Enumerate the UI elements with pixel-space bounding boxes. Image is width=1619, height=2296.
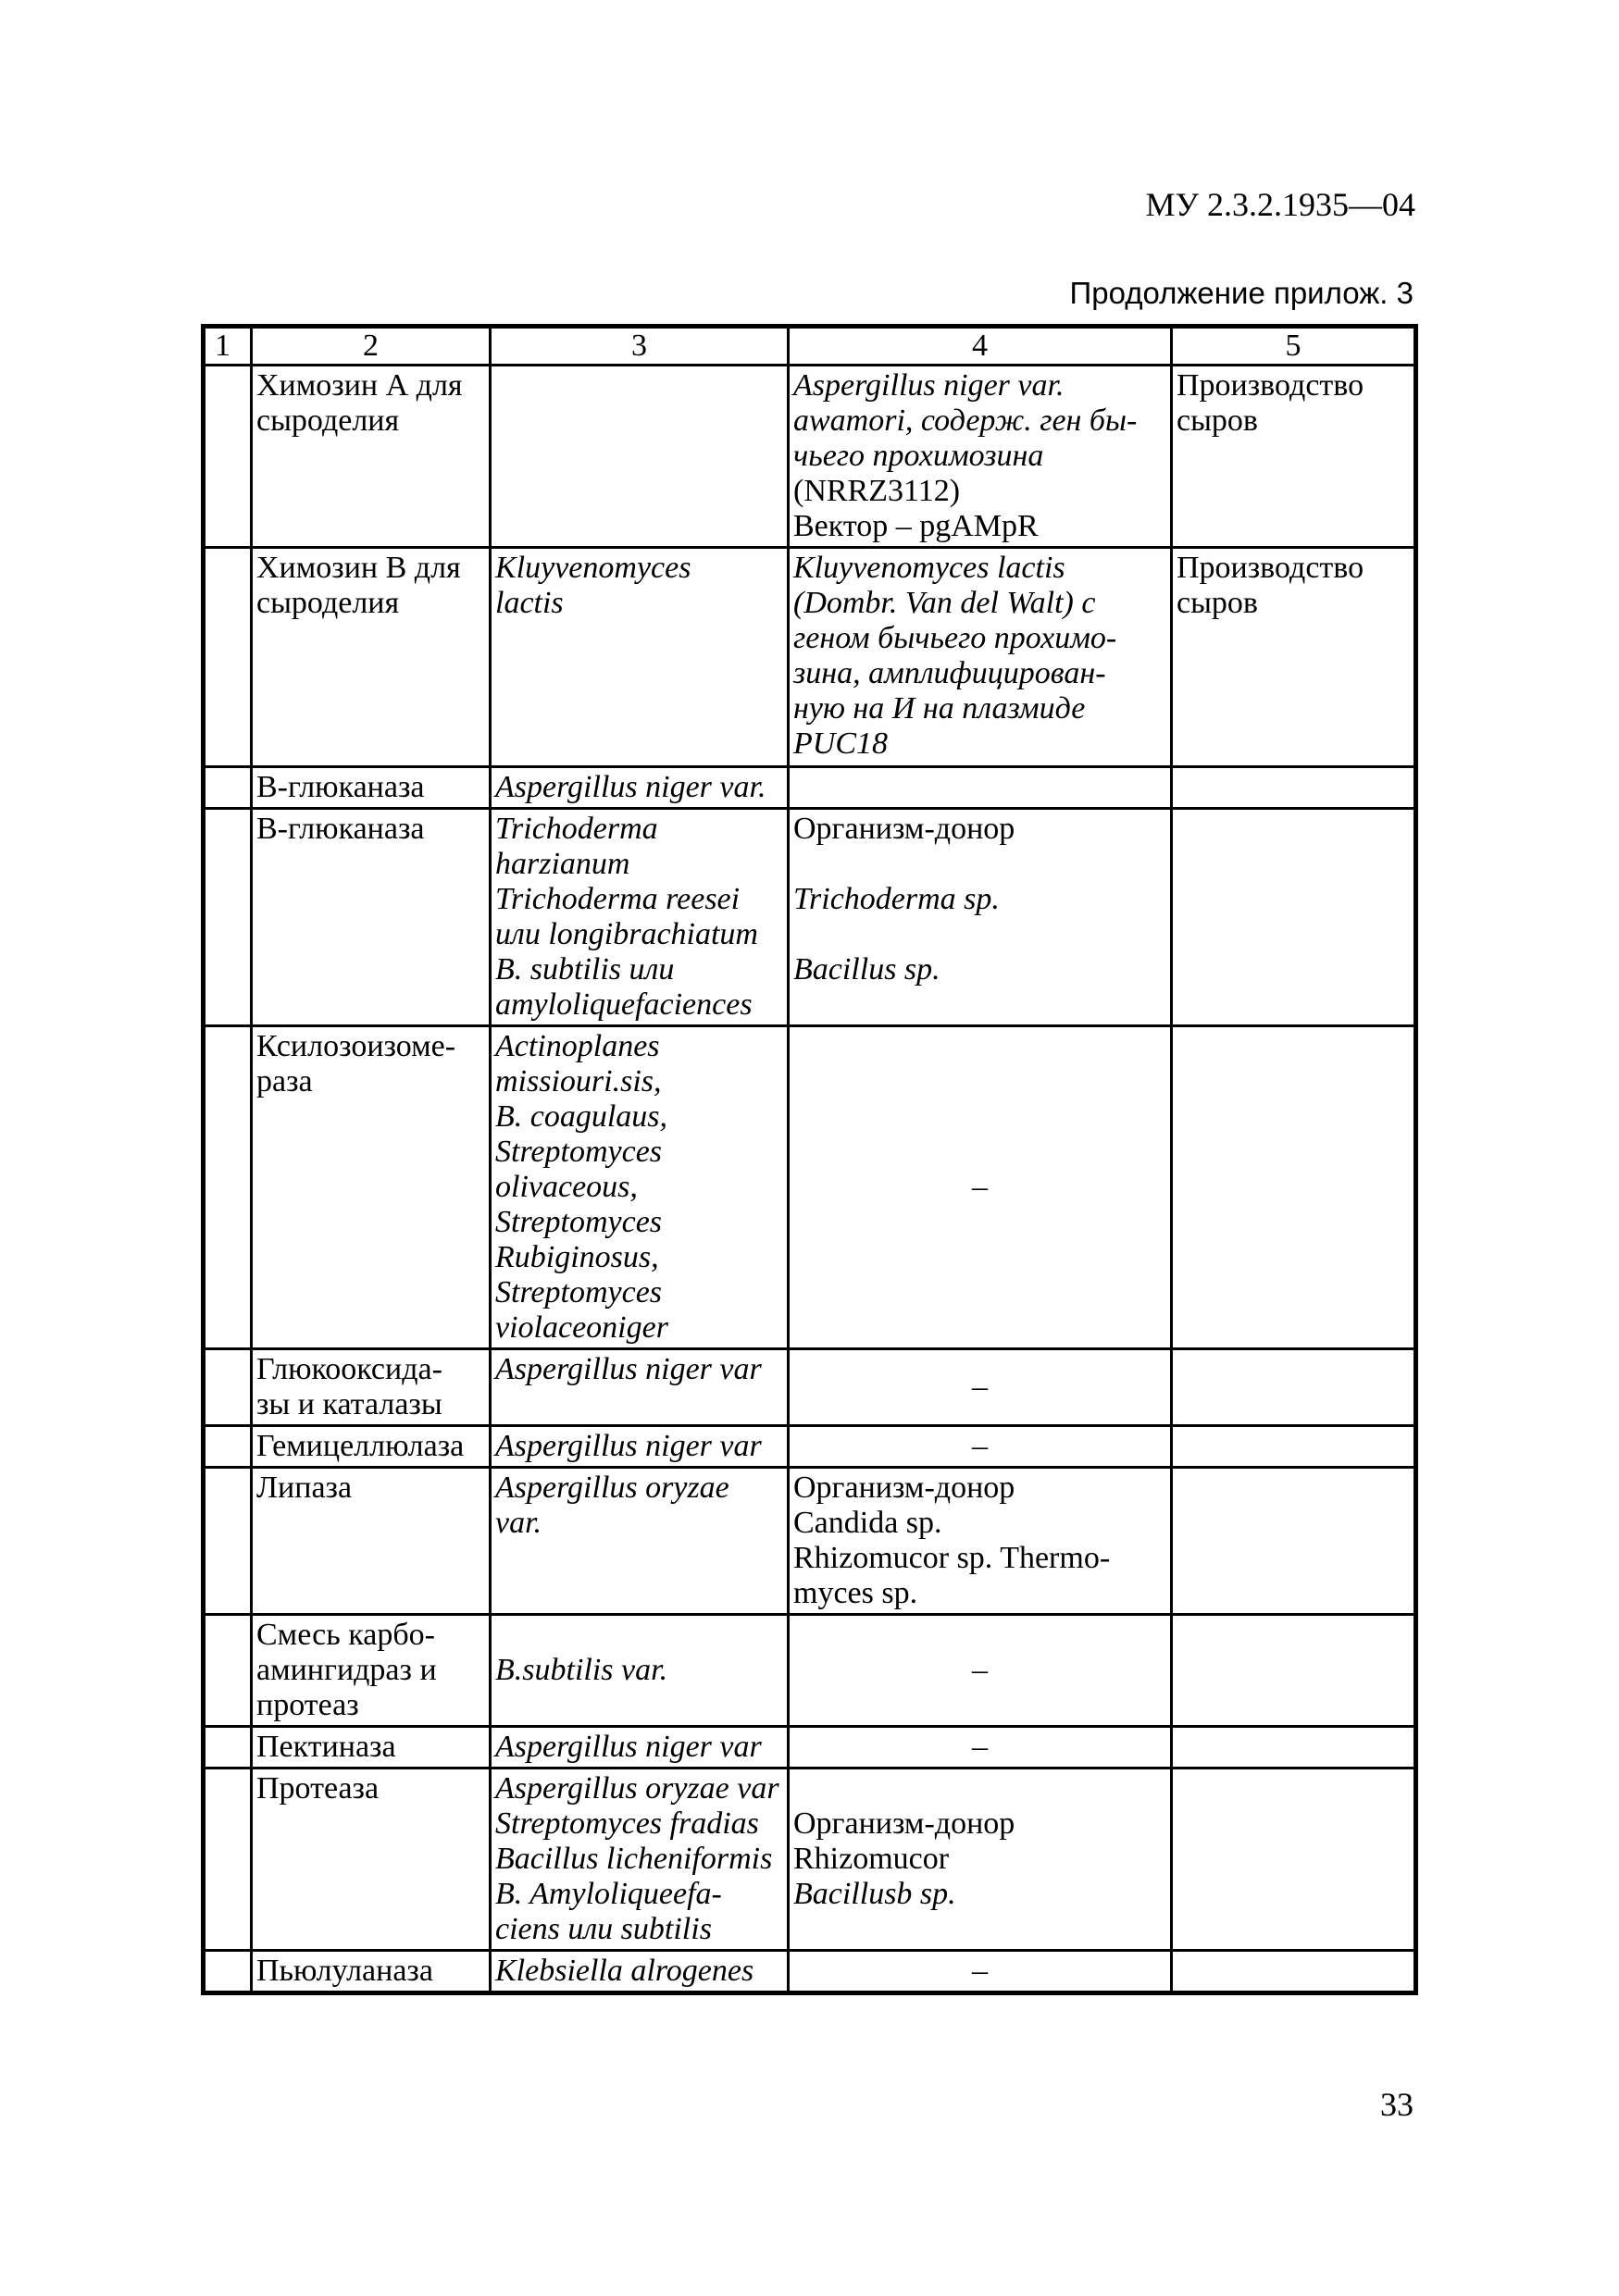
use-cell bbox=[1172, 1026, 1416, 1349]
enzyme-name-cell: В-глюканаза bbox=[252, 809, 491, 1026]
column-header: 5 bbox=[1172, 327, 1416, 366]
enzyme-name-cell: Химозин А для сыроделия bbox=[252, 366, 491, 548]
row-index-cell bbox=[204, 1951, 252, 1993]
continuation-label: Продолжение прилож. 3 bbox=[1069, 276, 1414, 310]
column-header: 2 bbox=[252, 327, 491, 366]
use-cell bbox=[1172, 1349, 1416, 1426]
use-cell bbox=[1172, 1727, 1416, 1769]
enzyme-name-cell: Глюкооксида- зы и каталазы bbox=[252, 1349, 491, 1426]
row-index-cell bbox=[204, 1769, 252, 1951]
table-row bbox=[204, 1727, 1416, 1769]
enzyme-name-cell: В-глюканаза bbox=[252, 767, 491, 809]
producer-cell: Aspergillus niger var bbox=[491, 1349, 789, 1426]
producer-cell: Klebsiella alrogenes bbox=[491, 1951, 789, 1993]
source-cell: – bbox=[789, 1026, 1172, 1349]
table-row bbox=[204, 1426, 1416, 1468]
column-header: 1 bbox=[204, 327, 252, 366]
page-number: 33 bbox=[1380, 2086, 1414, 2123]
source-text: Организм-донор Rhizomucor bbox=[793, 1806, 1015, 1876]
source-cell: Организм-донор Candida sp. Rhizomucor sp. Thermo- myces sp. bbox=[789, 1468, 1172, 1615]
source-cell bbox=[789, 366, 1172, 548]
table-row bbox=[204, 1951, 1416, 1993]
producer-cell: Aspergillus niger var. bbox=[491, 767, 789, 809]
enzyme-name-cell: Протеаза bbox=[252, 1769, 491, 1951]
table-row bbox=[204, 809, 1416, 1026]
row-index-cell bbox=[204, 1349, 252, 1426]
enzyme-name-cell: Липаза bbox=[252, 1468, 491, 1615]
document-code: МУ 2.3.2.1935—04 bbox=[1145, 186, 1415, 223]
use-cell bbox=[1172, 809, 1416, 1026]
source-cell: – bbox=[789, 1615, 1172, 1727]
enzyme-table bbox=[201, 324, 1418, 1995]
enzyme-name-cell: Ксилозоизоме- раза bbox=[252, 1026, 491, 1349]
row-index-cell bbox=[204, 1468, 252, 1615]
source-extra-text: (NRRZ3112) Вектор – pgAMpR bbox=[793, 474, 1039, 543]
source-organism-2: Bacillus sp. bbox=[793, 952, 940, 987]
source-cell: – bbox=[789, 1426, 1172, 1468]
enzyme-name-cell: Пектиназа bbox=[252, 1727, 491, 1769]
table-row bbox=[204, 1769, 1416, 1951]
producer-cell: B.subtilis var. bbox=[491, 1615, 789, 1727]
table-header-row bbox=[204, 327, 1416, 366]
source-cell bbox=[789, 809, 1172, 1026]
producer-cell: Aspergillus niger var bbox=[491, 1727, 789, 1769]
table-row bbox=[204, 548, 1416, 767]
use-cell bbox=[1172, 1769, 1416, 1951]
row-index-cell bbox=[204, 548, 252, 767]
producer-cell: Trichoderma harzianum Trichoderma reesei или longibrachiatum B. subtilis или amyloliquefaciences bbox=[491, 809, 789, 1026]
row-index-cell bbox=[204, 1615, 252, 1727]
source-cell: – bbox=[789, 1349, 1172, 1426]
use-cell bbox=[1172, 767, 1416, 809]
producer-cell: Aspergillus niger var bbox=[491, 1426, 789, 1468]
enzyme-name-cell: Химозин В для сыроделия bbox=[252, 548, 491, 767]
row-index-cell bbox=[204, 1026, 252, 1349]
use-cell bbox=[1172, 1468, 1416, 1615]
row-index-cell bbox=[204, 767, 252, 809]
producer-cell: Actinoplanes missiouri.sis, B. coagulaus, Streptomyces olivaceous, Streptomyces Rubiginosus, Streptomyces violaceoniger bbox=[491, 1026, 789, 1349]
row-index-cell bbox=[204, 1426, 252, 1468]
use-cell bbox=[1172, 1426, 1416, 1468]
producer-cell: Aspergillus oryzae var Streptomyces fradias Bacillus licheniformis B. Amyloliqueefa- ciens или subtilis bbox=[491, 1769, 789, 1951]
source-cell bbox=[789, 767, 1172, 809]
source-cell: Kluyvenomyces lactis (Dombr. Van del Walt) с геном бычьего прохимо- зина, амплифицирован- ную на И на плазмиде PUC18 bbox=[789, 548, 1172, 767]
table-row bbox=[204, 1349, 1416, 1426]
row-index-cell bbox=[204, 1727, 252, 1769]
source-organism: Bacillusb sp. bbox=[793, 1877, 956, 1911]
source-cell: – bbox=[789, 1727, 1172, 1769]
source-text: Aspergillus niger var. awamori, содерж. ген бы- чьего прохимозина bbox=[793, 368, 1138, 473]
table-row bbox=[204, 1468, 1416, 1615]
producer-cell: Aspergillus oryzae var. bbox=[491, 1468, 789, 1615]
table-row bbox=[204, 1615, 1416, 1727]
column-header: 4 bbox=[789, 327, 1172, 366]
use-cell: Производство сыров bbox=[1172, 366, 1416, 548]
enzyme-name-cell: Смесь карбо- амингидраз и протеаз bbox=[252, 1615, 491, 1727]
source-cell: – bbox=[789, 1951, 1172, 1993]
table-row bbox=[204, 767, 1416, 809]
source-donor-text: Организм-донор bbox=[793, 812, 1015, 846]
use-cell bbox=[1172, 1951, 1416, 1993]
enzyme-name-cell: Гемицеллюлаза bbox=[252, 1426, 491, 1468]
row-index-cell bbox=[204, 809, 252, 1026]
producer-cell: Kluyvenomyces lactis bbox=[491, 548, 789, 767]
source-organism-1: Trichoderma sp. bbox=[793, 882, 1000, 916]
use-cell: Производство сыров bbox=[1172, 548, 1416, 767]
table-row bbox=[204, 1026, 1416, 1349]
table-row bbox=[204, 366, 1416, 548]
source-cell bbox=[789, 1769, 1172, 1951]
use-cell bbox=[1172, 1615, 1416, 1727]
producer-cell bbox=[491, 366, 789, 548]
column-header: 3 bbox=[491, 327, 789, 366]
enzyme-name-cell: Пьюлуланаза bbox=[252, 1951, 491, 1993]
row-index-cell bbox=[204, 366, 252, 548]
